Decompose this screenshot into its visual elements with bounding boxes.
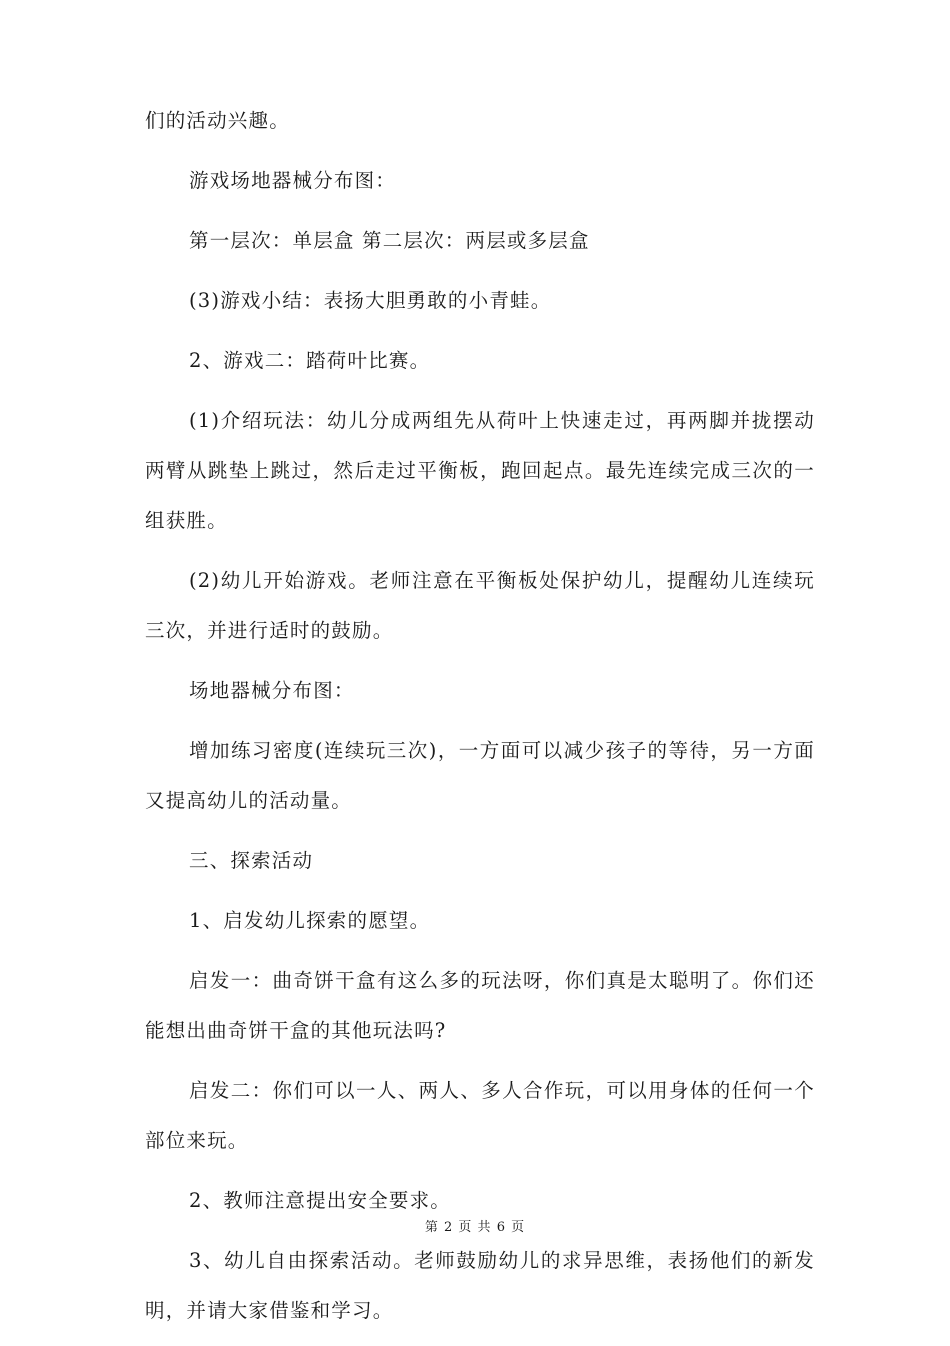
paragraph: 第一层次：单层盒 第二层次：两层或多层盒: [189, 229, 590, 252]
paragraph: (3)游戏小结：表扬大胆勇敢的小青蛙。: [189, 289, 552, 312]
paragraph: 三、探索活动: [189, 849, 314, 872]
paragraph: 3、幼儿自由探索活动。老师鼓励幼儿的求异思维，表扬他们的新发明，并请大家借鉴和学习。: [145, 1249, 815, 1322]
paragraph: 启发二：你们可以一人、两人、多人合作玩，可以用身体的任何一个部位来玩。: [145, 1079, 815, 1152]
document-body: [145, 96, 815, 1346]
paragraph: (2)幼儿开始游戏。老师注意在平衡板处保护幼儿，提醒幼儿连续玩三次，并进行适时的鼓励。: [145, 569, 815, 642]
page-number-label: 第 2 页 共 6 页: [424, 1220, 526, 1235]
paragraph: 2、游戏二：踏荷叶比赛。: [189, 349, 431, 372]
page-footer: [0, 1216, 950, 1235]
paragraph: 启发一：曲奇饼干盒有这么多的玩法呀，你们真是太聪明了。你们还能想出曲奇饼干盒的其他玩法吗?: [145, 969, 815, 1042]
paragraph: 游戏场地器械分布图：: [189, 169, 397, 192]
paragraph: 场地器械分布图：: [189, 679, 355, 702]
paragraph: 1、启发幼儿探索的愿望。: [189, 909, 431, 932]
paragraph: 增加练习密度(连续玩三次)，一方面可以减少孩子的等待，另一方面又提高幼儿的活动量。: [145, 739, 815, 812]
paragraph: 们的活动兴趣。: [145, 109, 290, 132]
paragraph: 2、教师注意提出安全要求。: [189, 1189, 452, 1212]
paragraph: (1)介绍玩法：幼儿分成两组先从荷叶上快速走过，再两脚并拢摆动两臂从跳垫上跳过，然后走过平衡板，跑回起点。最先连续完成三次的一组获胜。: [145, 409, 815, 532]
